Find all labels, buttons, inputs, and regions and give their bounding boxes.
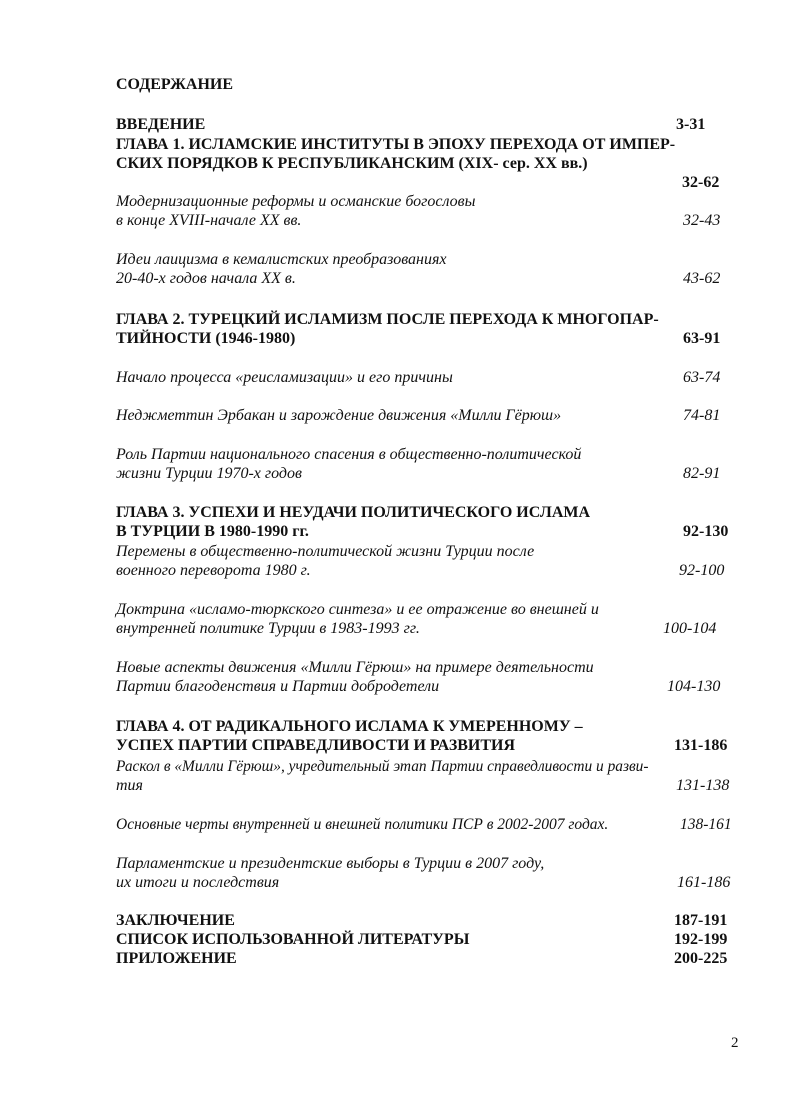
toc-ch4-s2-pages: 138-161 [680,816,732,833]
toc-ch2-s3-line1: Роль Партии национального спасения в общественно-политической [116,446,582,463]
toc-ch3-s2-pages: 100-104 [663,620,717,637]
toc-ch4-s3-line1: Парламентские и президентские выборы в Турции в 2007 году, [116,855,545,872]
toc-ch2-s2-pages: 74-81 [683,407,721,424]
toc-appendix-title: ПРИЛОЖЕНИЕ [116,950,237,967]
page-title: СОДЕРЖАНИЕ [116,76,234,93]
toc-ch2-s1-line1: Начало процесса «реисламизации» и его причины [116,369,453,386]
toc-ch1-title-line2: СКИХ ПОРЯДКОВ К РЕСПУБЛИКАНСКИМ (XIX- сер. XX вв.) [116,155,588,172]
toc-ch3-s1-line2: военного переворота 1980 г. [116,562,311,579]
toc-ch2-pages: 63-91 [683,330,721,347]
toc-ch4-s3-pages: 161-186 [677,874,731,891]
toc-ch1-s2-pages: 43-62 [683,270,721,287]
toc-intro-title: ВВЕДЕНИЕ [116,116,206,133]
toc-ch3-title-line1: ГЛАВА 3. УСПЕХИ И НЕУДАЧИ ПОЛИТИЧЕСКОГО ИСЛАМА [116,504,591,521]
toc-conclusion-title: ЗАКЛЮЧЕНИЕ [116,912,235,929]
toc-ch4-s1-pages: 131-138 [676,777,730,794]
toc-ch3-pages: 92-130 [683,523,729,540]
toc-ch2-s3-pages: 82-91 [683,465,721,482]
toc-ch3-s3-line1: Новые аспекты движения «Милли Гёрюш» на примере деятельности [116,659,594,676]
toc-ch1-pages: 32-62 [682,174,720,191]
toc-ch1-s2-line1: Идеи лаицизма в кемалистских преобразованиях [116,251,447,268]
toc-ch4-s1-line1: Раскол в «Милли Гёрюш», учредительный этап Партии справедливости и разви- [116,758,649,775]
toc-ch3-s2-line2: внутренней политике Турции в 1983-1993 гг. [116,620,420,637]
page-number: 2 [731,1035,739,1051]
toc-ch3-s1-line1: Перемены в общественно-политической жизни Турции после [116,543,535,560]
toc-ch1-s1-line1: Модернизационные реформы и османские богословы [116,193,476,210]
toc-bibliography-title: СПИСОК ИСПОЛЬЗОВАННОЙ ЛИТЕРАТУРЫ [116,931,470,948]
toc-ch3-s3-line2: Партии благоденствия и Партии добродетели [116,678,440,695]
toc-conclusion-pages: 187-191 [674,912,728,929]
toc-ch4-title-line2: УСПЕХ ПАРТИИ СПРАВЕДЛИВОСТИ И РАЗВИТИЯ [116,737,516,754]
toc-ch3-title-line2: В ТУРЦИИ В 1980-1990 гг. [116,523,309,540]
toc-intro-pages: 3-31 [676,116,706,133]
toc-ch4-pages: 131-186 [674,737,728,754]
toc-bibliography-pages: 192-199 [674,931,728,948]
toc-ch2-title-line1: ГЛАВА 2. ТУРЕЦКИЙ ИСЛАМИЗМ ПОСЛЕ ПЕРЕХОДА К МНОГОПАР- [116,311,659,328]
toc-ch4-s1-line2: тия [116,777,143,794]
toc-appendix-pages: 200-225 [674,950,728,967]
toc-ch2-s3-line2: жизни Турции 1970-х годов [116,465,302,482]
toc-ch3-s1-pages: 92-100 [679,562,725,579]
toc-ch1-s1-line2: в конце XVIII-начале XX вв. [116,212,302,229]
toc-ch1-title-line1: ГЛАВА 1. ИСЛАМСКИЕ ИНСТИТУТЫ В ЭПОХУ ПЕРЕХОДА ОТ ИМПЕР- [116,136,676,153]
toc-ch2-title-line2: ТИЙНОСТИ (1946-1980) [116,330,296,347]
toc-ch2-s2-line1: Неджметтин Эрбакан и зарождение движения «Милли Гёрюш» [116,407,562,424]
toc-ch1-s2-line2: 20-40-х годов начала XX в. [116,270,296,287]
toc-ch3-s2-line1: Доктрина «исламо-тюркского синтеза» и ее отражение во внешней и [116,601,599,618]
toc-ch4-title-line1: ГЛАВА 4. ОТ РАДИКАЛЬНОГО ИСЛАМА К УМЕРЕННОМУ – [116,718,583,735]
toc-ch4-s2-line1: Основные черты внутренней и внешней политики ПСР в 2002-2007 годах. [116,816,609,833]
toc-ch4-s3-line2: их итоги и последствия [116,874,280,891]
toc-ch1-s1-pages: 32-43 [683,212,721,229]
toc-ch2-s1-pages: 63-74 [683,369,721,386]
toc-ch3-s3-pages: 104-130 [667,678,721,695]
